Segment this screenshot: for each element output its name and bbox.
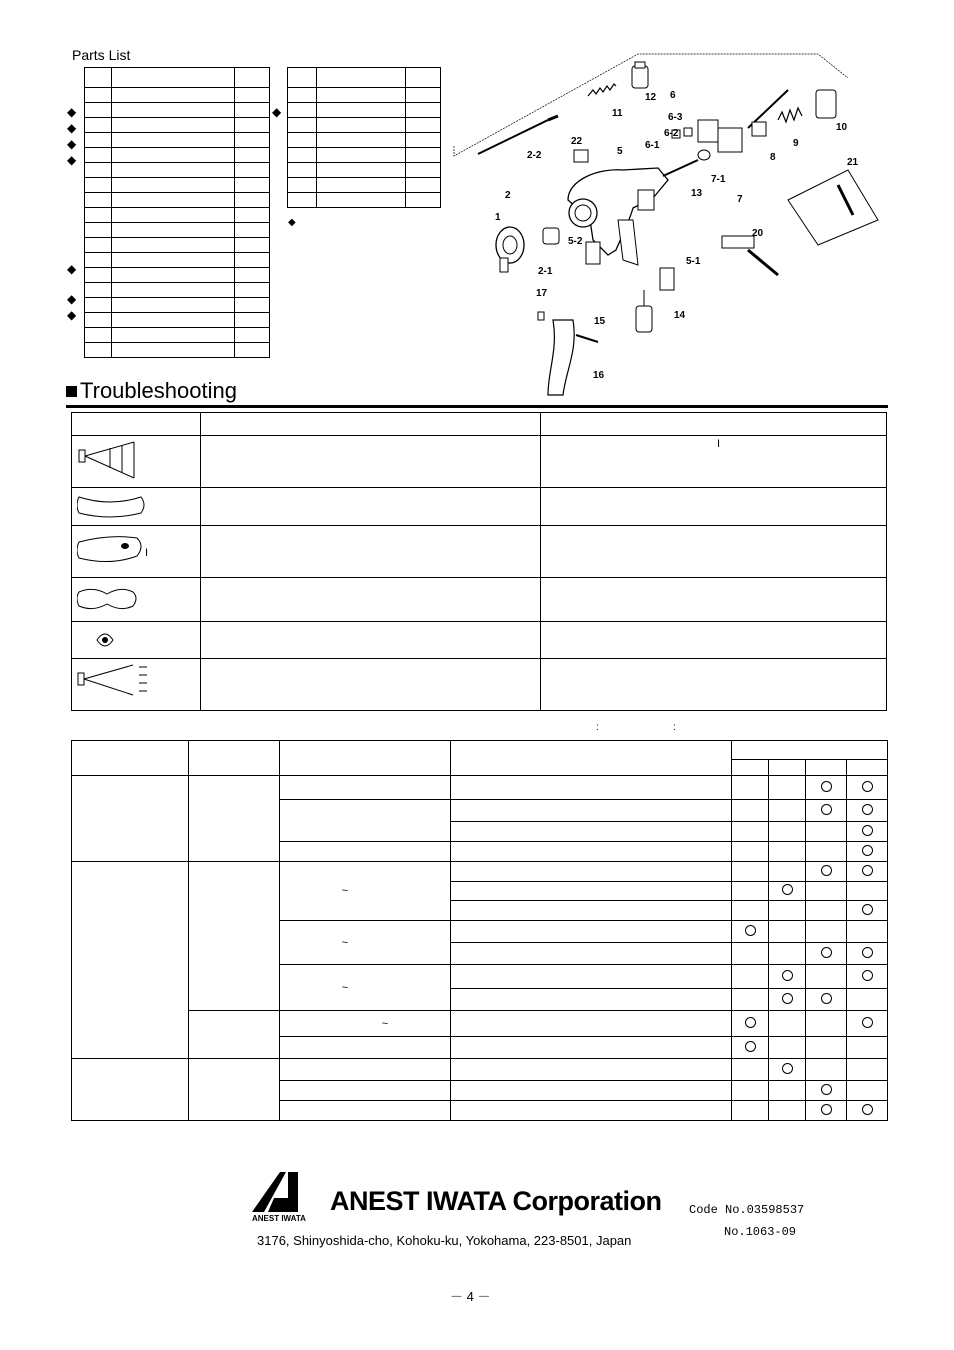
diagram-label-6: 6 [670,90,676,101]
parts-row [85,253,270,268]
parts-row [288,148,441,163]
diagram-label-22: 22 [571,136,583,147]
check-circle [862,1017,873,1028]
check-circle [862,804,873,815]
check-circle [862,1104,873,1115]
check-circle [862,845,873,856]
diagram-label-9: 9 [793,138,799,149]
check-circle [862,865,873,876]
check-circle [745,925,756,936]
check-circle [862,825,873,836]
tilde: ~ [341,936,349,949]
spray-gun-exploded-diagram [448,50,888,400]
check-circle [862,947,873,958]
diagram-label-13: 13 [691,188,703,199]
parts-row [85,163,270,178]
diagram-label-5-2: 5-2 [568,236,583,247]
parts-row [85,103,270,118]
parts-row [288,178,441,193]
check-circle [821,1084,832,1095]
pattern-icon-cell [72,436,201,488]
pattern-row1-mark: I [717,438,721,450]
check-circle [745,1017,756,1028]
parts-row [85,208,270,223]
check-circle [821,804,832,815]
check-circle [821,781,832,792]
anest-iwata-logo-icon [252,1170,312,1214]
important-part-marker: ◆ [67,262,77,276]
diagram-label-17: 17 [536,288,548,299]
diagram-label-5-1: 5-1 [686,256,701,267]
parts-list-table-right [287,67,441,208]
parts-row [288,193,441,208]
check-circle [745,1041,756,1052]
important-part-marker: ◆ [67,121,77,135]
pattern-fan-icon [78,438,148,484]
diagram-label-16: 16 [593,370,605,381]
check-circle [862,904,873,915]
parts-note-marker: ◆ [288,217,296,228]
parts-row [85,178,270,193]
check-circle [862,781,873,792]
diagram-label-15: 15 [594,316,606,327]
check-circle [782,884,793,895]
legend-colon-2: : [673,722,676,733]
parts-row [85,148,270,163]
diagram-label-10: 10 [836,122,848,133]
check-circle [821,1104,832,1115]
document-number: No.1063-09 [724,1225,797,1239]
parts-row [288,103,441,118]
tilde: ~ [341,885,349,897]
pattern-split-icon [77,584,147,614]
spray-pattern-table [71,412,887,711]
parts-row [288,68,441,88]
parts-row [85,193,270,208]
check-circle [862,970,873,981]
check-circle [821,865,832,876]
title-rule [66,405,888,408]
pattern-round-icon [77,626,147,654]
parts-row [85,328,270,343]
code-number: Code No.03598537 [689,1203,805,1217]
parts-row [85,118,270,133]
important-part-marker: ◆ [67,105,77,119]
pattern-spitting-icon [77,663,157,703]
diagram-label-5: 5 [617,146,623,157]
pattern-row3-mark: I [145,547,149,559]
diagram-label-7-1: 7-1 [711,174,726,185]
parts-row [85,133,270,148]
diagram-label-2-1: 2-1 [538,266,553,277]
diagram-label-6-2: 6-2 [664,128,679,139]
parts-row [85,298,270,313]
important-part-marker: ◆ [67,292,77,306]
logo-text: ANEST IWATA [252,1214,306,1223]
page-number: － 4 － [450,1289,491,1304]
diagram-label-1: 1 [495,212,501,223]
brand-name: ANEST IWATA Corporation [330,1186,662,1216]
legend-colon-1: : [596,722,599,733]
parts-row [85,238,270,253]
diagram-label-2-2: 2-2 [527,150,542,161]
parts-row [85,313,270,328]
parts-row [85,223,270,238]
parts-row [85,283,270,298]
parts-row [85,343,270,358]
diagram-label-11: 11 [612,108,623,119]
check-circle [782,1063,793,1074]
important-part-marker: ◆ [67,153,77,167]
parts-row [288,133,441,148]
check-circle [821,947,832,958]
important-part-marker: ◆ [67,137,77,151]
diagram-label-14: 14 [674,310,686,321]
parts-row [85,68,270,88]
parts-row [85,268,270,283]
parts-list-title: Parts List [72,47,131,63]
check-table [71,740,888,1121]
diagram-label-6-1: 6-1 [645,140,660,151]
check-circle [782,993,793,1004]
important-part-marker: ◆ [67,308,77,322]
parts-list-table-left [84,67,270,358]
check-circle [782,970,793,981]
diagram-label-6-3: 6-3 [668,112,683,123]
tilde: ~ [381,1017,389,1030]
parts-row [85,88,270,103]
diagram-label-12: 12 [645,92,657,103]
diagram-label-21: 21 [847,157,859,168]
diagram-label-7: 7 [737,194,743,205]
diagram-label-20: 20 [752,228,764,239]
tilde: ~ [341,981,349,994]
pattern-heavy-top-icon [77,534,147,568]
company-address: 3176, Shinyoshida-cho, Kohoku-ku, Yokohama, 223-8501, Japan [257,1233,632,1248]
diagram-label-2: 2 [505,190,511,201]
parts-row [288,118,441,133]
check-circle [821,993,832,1004]
troubleshooting-title: Troubleshooting [66,378,237,404]
important-part-marker: ◆ [272,105,282,119]
diagram-label-8: 8 [770,152,776,163]
parts-row [288,88,441,103]
pattern-crescent-icon [77,491,147,521]
parts-row [288,163,441,178]
